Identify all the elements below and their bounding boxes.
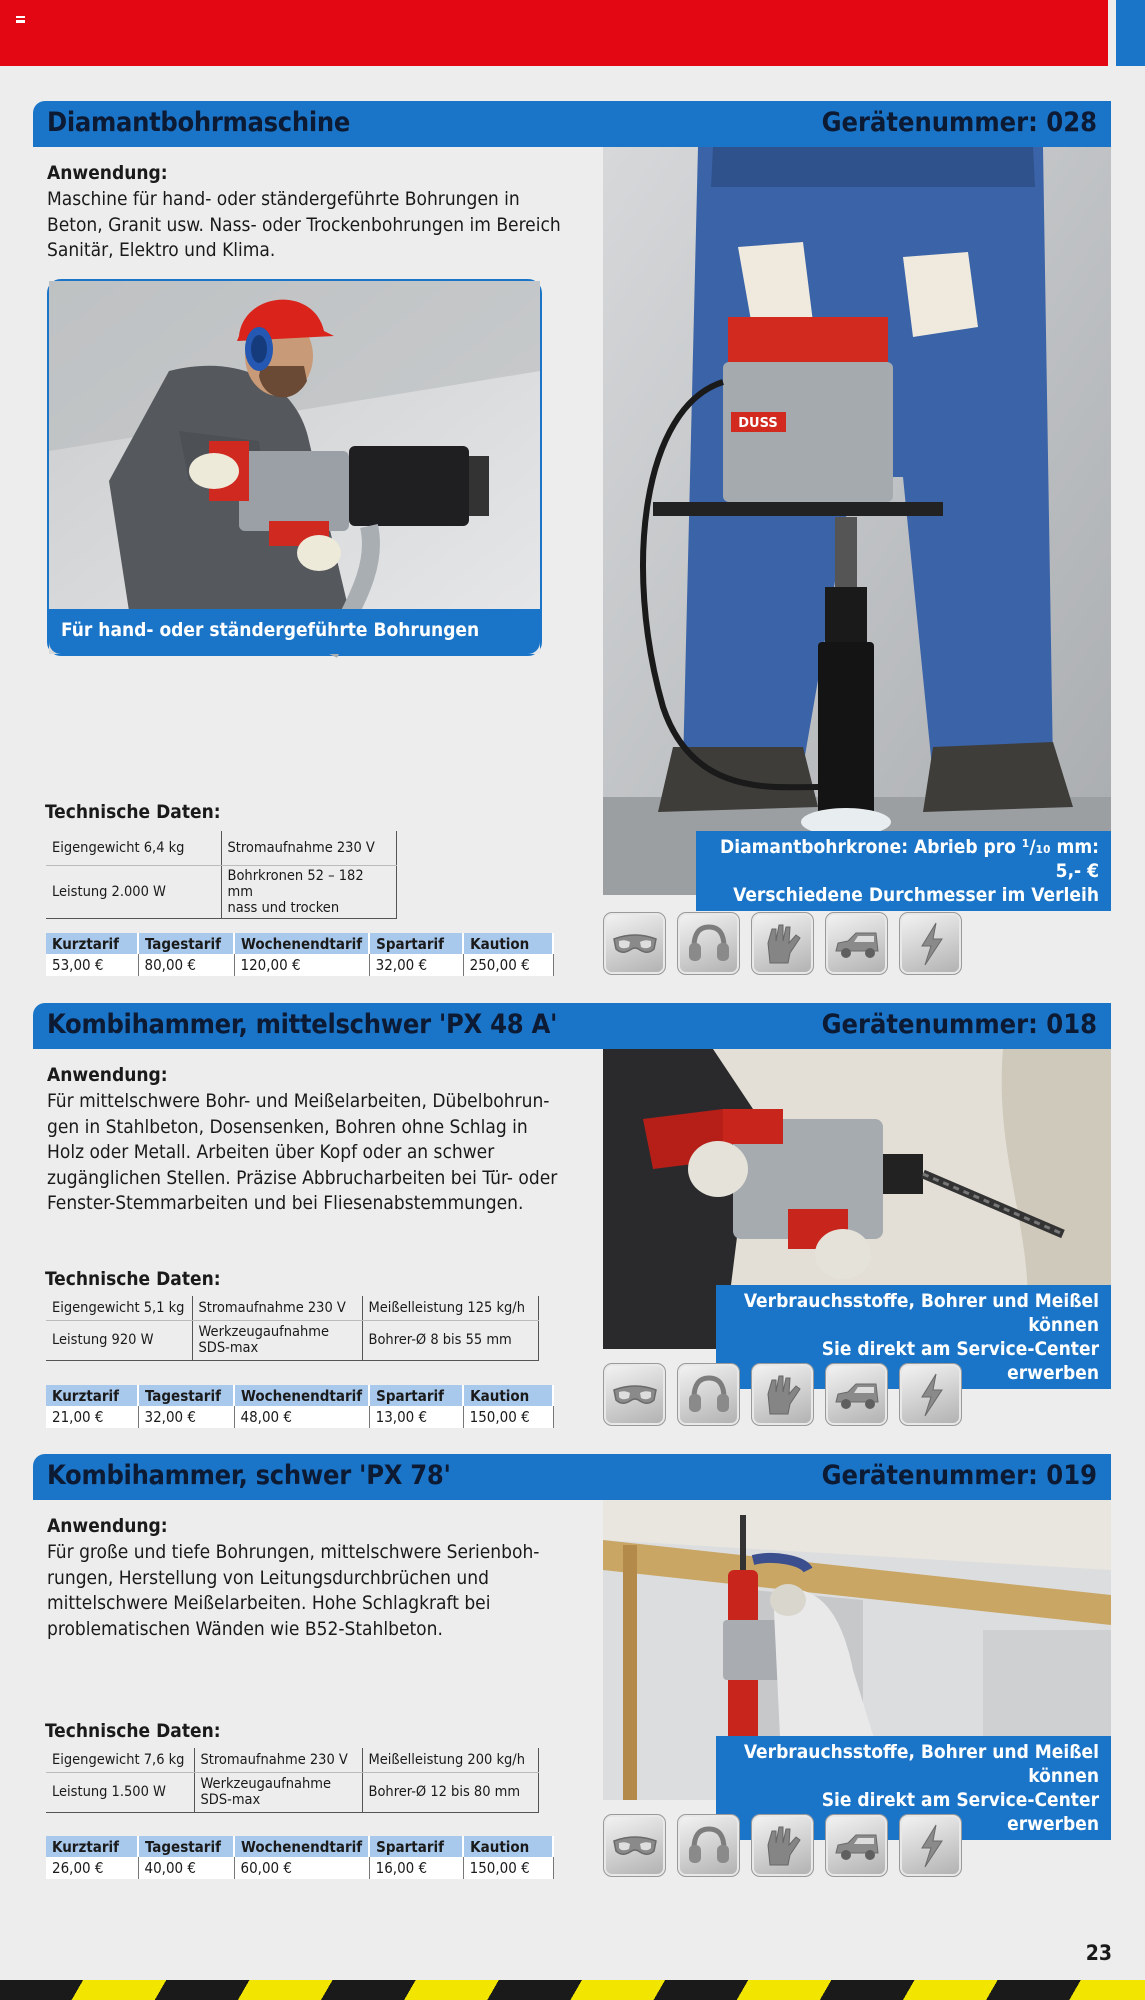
price-header: Wochenendtarif [234,933,369,954]
price-day: 32,00 € [138,1406,234,1428]
price-header: Kaution [463,933,553,954]
product-title: Kombihammer, schwer 'PX 78' [47,1460,451,1491]
safety-glasses-icon [603,1363,666,1426]
photo-caption: Verbrauchsstoffe, Bohrer und Meißel können Sie direkt am Service-Center erwerben [716,1285,1111,1389]
spec-tool-holder: Werkzeugaufnahme SDS-max [192,1320,362,1360]
top-banner-accent [1116,0,1145,66]
application-label: Anwendung: [47,162,168,184]
photo-caption: Verbrauchsstoffe, Bohrer und Meißel können Sie direkt am Service-Center erwerben [716,1736,1111,1840]
safety-icons-row [603,1814,962,1877]
price-deposit: 150,00 € [463,1406,553,1428]
menu-icon[interactable] [16,16,25,23]
photo-caption: Diamantbohrkrone: Abrieb pro ¹/₁₀ mm: 5,- € Verschiedene Durchmesser im Verleih [696,831,1111,911]
brand-label: DUSS [738,416,778,431]
price-header: Spartarif [369,1836,463,1857]
price-header: Wochenendtarif [234,1385,369,1406]
price-day: 80,00 € [138,954,234,976]
worker-drilling-illustration [49,281,540,654]
spec-weight: Eigengewicht 6,4 kg [46,831,221,865]
device-number: Gerätenummer: 019 [821,1460,1097,1491]
product-section-px48a [33,1003,1111,1433]
application-label: Anwendung: [47,1515,168,1537]
spec-power-input: Stromaufnahme 230 V [194,1748,362,1772]
spec-tool-holder: Werkzeugaufnahme SDS-max [194,1772,362,1812]
glove-icon [751,1363,814,1426]
section-header [33,101,1111,147]
spec-table [46,1296,539,1361]
price-header: Kurztarif [46,933,138,954]
spec-output: Leistung 920 W [46,1320,192,1360]
product-section-diamantbohrmaschine [33,101,1111,981]
ear-protection-icon [677,1814,740,1877]
price-header: Tagestarif [138,1385,234,1406]
hazard-stripe [0,1980,1145,2000]
vehicle-icon [825,1363,888,1426]
price-weekend: 120,00 € [234,954,369,976]
technical-data-label: Technische Daten: [45,801,221,823]
spec-weight: Eigengewicht 5,1 kg [46,1296,192,1320]
electric-icon [899,912,962,975]
price-header: Kurztarif [46,1836,138,1857]
spec-chisel-output: Meißelleistung 200 kg/h [362,1748,538,1772]
price-short: 53,00 € [46,954,138,976]
device-number: Gerätenummer: 018 [821,1009,1097,1040]
safety-glasses-icon [603,912,666,975]
spec-output: Leistung 1.500 W [46,1772,194,1812]
price-header: Tagestarif [138,1836,234,1857]
price-saver: 16,00 € [369,1857,463,1879]
price-deposit: 250,00 € [463,954,553,976]
vehicle-icon [825,1814,888,1877]
spec-weight: Eigengewicht 7,6 kg [46,1748,194,1772]
vehicle-icon [825,912,888,975]
core-drill-illustration [603,147,1111,895]
price-header: Kurztarif [46,1385,138,1406]
price-header: Kaution [463,1385,553,1406]
price-table [46,1385,554,1428]
price-day: 40,00 € [138,1857,234,1879]
spec-drill-crowns: Bohrkronen 52 – 182 mm nass und trocken [221,865,396,918]
ear-protection-icon [677,912,740,975]
price-deposit: 150,00 € [463,1857,553,1879]
product-title: Diamantbohrmaschine [47,107,351,138]
application-text: Maschine für hand- oder ständergeführte Bohrungen in Beton, Granit usw. Nass- oder Trockenbohrungen im Bereich Sanitär, Elektro und Klima. [47,188,561,261]
application-text: Für große und tiefe Bohrungen, mittelschwere Serienboh- rungen, Herstellung von Leitungsdurchbrüchen und mittelschwere Meißelarbeiten. Hohe Schlagkraft bei problematischen Wänden wie B52-Stahlbeton. [47,1541,540,1640]
price-weekend: 60,00 € [234,1857,369,1879]
device-number: Gerätenummer: 028 [821,107,1097,138]
safety-icons-row [603,912,962,975]
price-header: Spartarif [369,1385,463,1406]
section-header [33,1003,1111,1049]
spec-drill-diameter: Bohrer-Ø 8 bis 55 mm [362,1320,538,1360]
glove-icon [751,1814,814,1877]
application-text: Für mittelschwere Bohr- und Meißelarbeiten, Dübelbohrun- gen in Stahlbeton, Dosensenken, Bohren ohne Schlag in Holz oder Metall. Arbeiten über Kopf oder an schwer zugänglichen Stellen. Präzise Abbrucharbeiten bei Tür- oder Fenster-Stemmarbeiten und bei Fliesenabstemmungen. [47,1090,558,1214]
inset-caption-bar [49,609,540,654]
price-header: Spartarif [369,933,463,954]
technical-data-label: Technische Daten: [45,1720,221,1742]
inset-caption: Für hand- oder ständergeführte Bohrungen [61,619,480,641]
main-photo-hammer-heavy [603,1500,1111,1835]
spec-table [46,831,397,919]
product-section-px78 [33,1454,1111,1884]
main-photo-hammer-medium [603,1049,1111,1384]
spec-chisel-output: Meißelleistung 125 kg/h [362,1296,538,1320]
glove-icon [751,912,814,975]
safety-icons-row [603,1363,962,1426]
top-banner [0,0,1108,66]
price-header: Wochenendtarif [234,1836,369,1857]
main-photo-core-drill [603,147,1111,906]
spec-power-input: Stromaufnahme 230 V [221,831,396,865]
price-header: Kaution [463,1836,553,1857]
inset-photo-worker [47,279,542,656]
electric-icon [899,1363,962,1426]
section-header [33,1454,1111,1500]
electric-icon [899,1814,962,1877]
price-saver: 32,00 € [369,954,463,976]
price-saver: 13,00 € [369,1406,463,1428]
price-table [46,933,554,976]
ear-protection-icon [677,1363,740,1426]
spec-power-input: Stromaufnahme 230 V [192,1296,362,1320]
page-number: 23 [1085,1941,1112,1965]
technical-data-label: Technische Daten: [45,1268,221,1290]
product-title: Kombihammer, mittelschwer 'PX 48 A' [47,1009,558,1040]
spec-output: Leistung 2.000 W [46,865,221,918]
spec-table [46,1748,539,1813]
price-table [46,1836,554,1879]
safety-glasses-icon [603,1814,666,1877]
price-weekend: 48,00 € [234,1406,369,1428]
spec-drill-diameter: Bohrer-Ø 12 bis 80 mm [362,1772,538,1812]
application-label: Anwendung: [47,1064,168,1086]
price-short: 21,00 € [46,1406,138,1428]
price-header: Tagestarif [138,933,234,954]
price-short: 26,00 € [46,1857,138,1879]
